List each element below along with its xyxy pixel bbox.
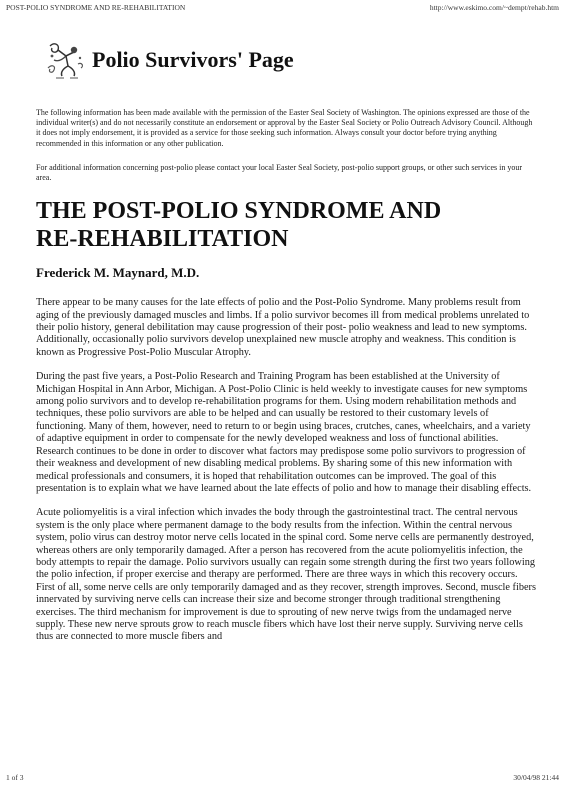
- page-content: [36, 30, 536, 644]
- site-header: [36, 30, 536, 90]
- print-header-title: POST-POLIO SYNDROME AND RE-REHABILITATION: [6, 3, 186, 12]
- print-header: [6, 3, 559, 12]
- site-title: Polio Survivors' Page: [92, 47, 294, 72]
- body-paragraph: During the past five years, a Post-Polio Research and Training Program has been established at the University of Michigan Hospital in Ann Arbor, Michigan. A Post-Polio Clinic is held weekly to investigate causes for new symptoms among polio survivors and to develop re-rehabilitation programs for them. Using modern rehabilitation methods and techniques, these polio survivors are able to be helped and can usually be restored to their customary levels of functioning. Many of them, however, need to return to or begin using braces, crutches, canes, wheelchairs, and a variety of adaptive equipment in order to compensate for the newly developed weakness and loss of functional abilities. Research continues to be done in order to discover what factors may predispose some polio survivors to progression of their weakness and development of new disabling medical problems. By sharing some of this new information with medical professionals and consumers, it is hoped that rehabilitation outcomes can be improved. The goal of this presentation is to explain what we have learned about the late effects of polio and how to manage their disabling effects.: [36, 371, 532, 494]
- print-timestamp: 30/04/98 21:44: [513, 773, 559, 782]
- print-footer: [6, 773, 559, 782]
- polio-survivors-logo-icon: [44, 38, 88, 82]
- article-author: Frederick M. Maynard, M.D.: [36, 265, 200, 281]
- article-title-line-1: THE POST-POLIO SYNDROME AND: [36, 198, 442, 225]
- body-paragraph: Acute poliomyelitis is a viral infection which invades the body through the gastrointestinal tract. The central nervous system is the only place where permanent damage to the body results from the infection. Within the central nervous system, polio virus can destroy motor nerve cells located in the spinal cord. Some nerve cells are permanently destroyed, whereas others are only temporarily damaged. After a person has recovered from the acute poliomyelitis infection, the body attempts to repair the damage. Polio survivors usually can regain some strength during the first two years following the polio infection, if proper exercise and therapy are performed. There are three ways in which this recovery occurs. First of all, some nerve cells are only temporarily damaged and as they recover, strength improves. Second, muscle fibers innervated by surviving nerve cells can increase their size and become stronger through traditional strengthening exercises. The third mechanism for improvement is due to sprouting of new nerve twigs from the undamaged nerve supply. These new nerve sprouts grow to reach muscle fibers which have lost their nerve supply. Surviving nerve cells thus are connected to more muscle fibers and: [36, 507, 536, 643]
- article-title: [36, 197, 536, 253]
- disclaimer-text: The following information has been made available with the permission of the Easter Seal Society of Washington. The opinions expressed are those of the individual writer(s) and do not necessarily constitute an endorsement or approval by the Easter Seal Society or Polio Outreach Advisory Council. Although it does not imply endorsement, it is provided as a service for those seeking such information. Always consult your doctor before trying anything recommended in this information or any other publication.: [36, 108, 533, 148]
- body-paragraph: There appear to be many causes for the late effects of polio and the Post-Polio Syndrome. Many problems result from aging of the previously damaged muscles and limbs. If a polio survivor becomes ill from medical problems unrelated to their polio history, general debilitation may cause progression of their post- polio weakness and lead to new symptoms. Additionally, occasionally polio survivors develop unexplained new muscle atrophy and weakness. This condition is known as Progressive Post-Polio Muscular Atrophy.: [36, 297, 530, 358]
- page-number: 1 of 3: [6, 773, 24, 782]
- article-title-line-2: RE-REHABILITATION: [36, 226, 289, 253]
- contact-text: For additional information concerning post-polio please contact your local Easter Seal Society, post-polio support groups, or other such services in your area.: [36, 162, 523, 183]
- print-header-url: http://www.eskimo.com/~dempt/rehab.htm: [429, 3, 559, 12]
